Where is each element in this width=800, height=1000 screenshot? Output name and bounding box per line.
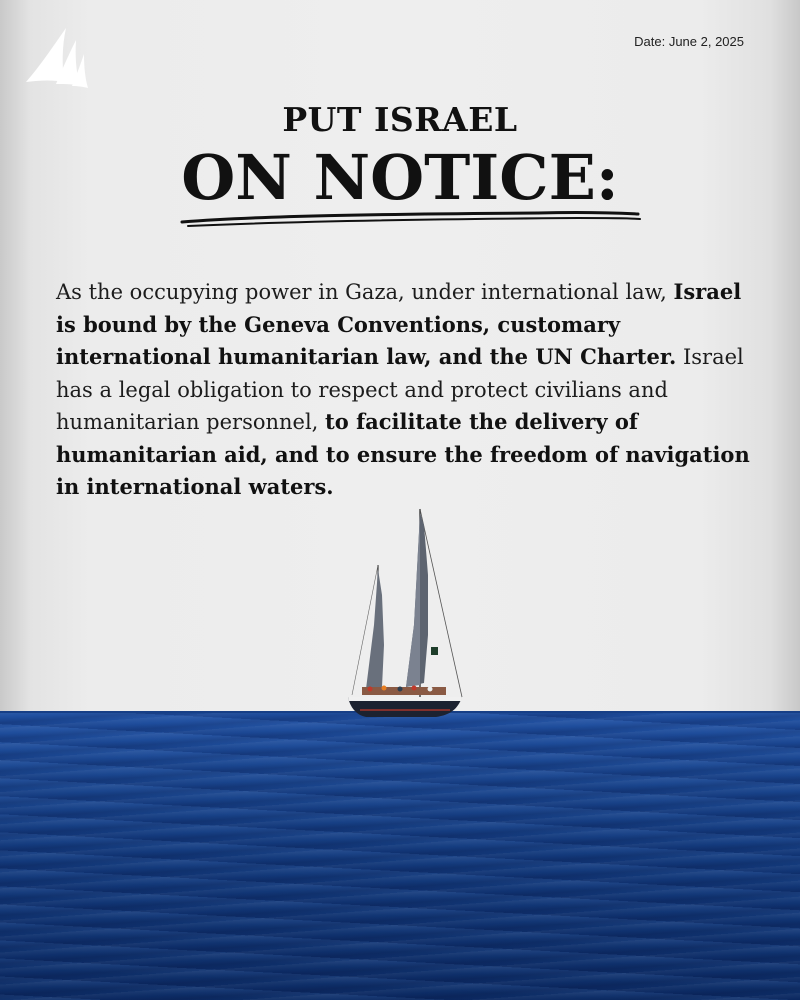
body-text-bold-1: Israel is bound by the Geneva Conventions, customary international humanitarian law, and the UN Charter. — [56, 279, 742, 369]
headline-line-2: ON NOTICE: — [181, 141, 619, 214]
body-paragraph — [56, 276, 756, 504]
headline-line-1: PUT ISRAEL — [282, 100, 518, 139]
brush-underline — [178, 206, 643, 230]
body-text-bold-2: to facilitate the delivery of humanitarian aid, and to ensure the freedom of navigation in international waters. — [56, 409, 750, 499]
sea — [0, 712, 800, 1000]
sail-logo-icon — [22, 26, 92, 90]
sailboat-image — [340, 505, 470, 725]
body-text-regular-2: Israel has a legal obligation to respect and protect civilians and humanitarian personnel, — [56, 345, 744, 434]
date-label: Date: June 2, 2025 — [634, 34, 744, 49]
body-text-regular-1: As the occupying power in Gaza, under international law, — [56, 280, 674, 304]
